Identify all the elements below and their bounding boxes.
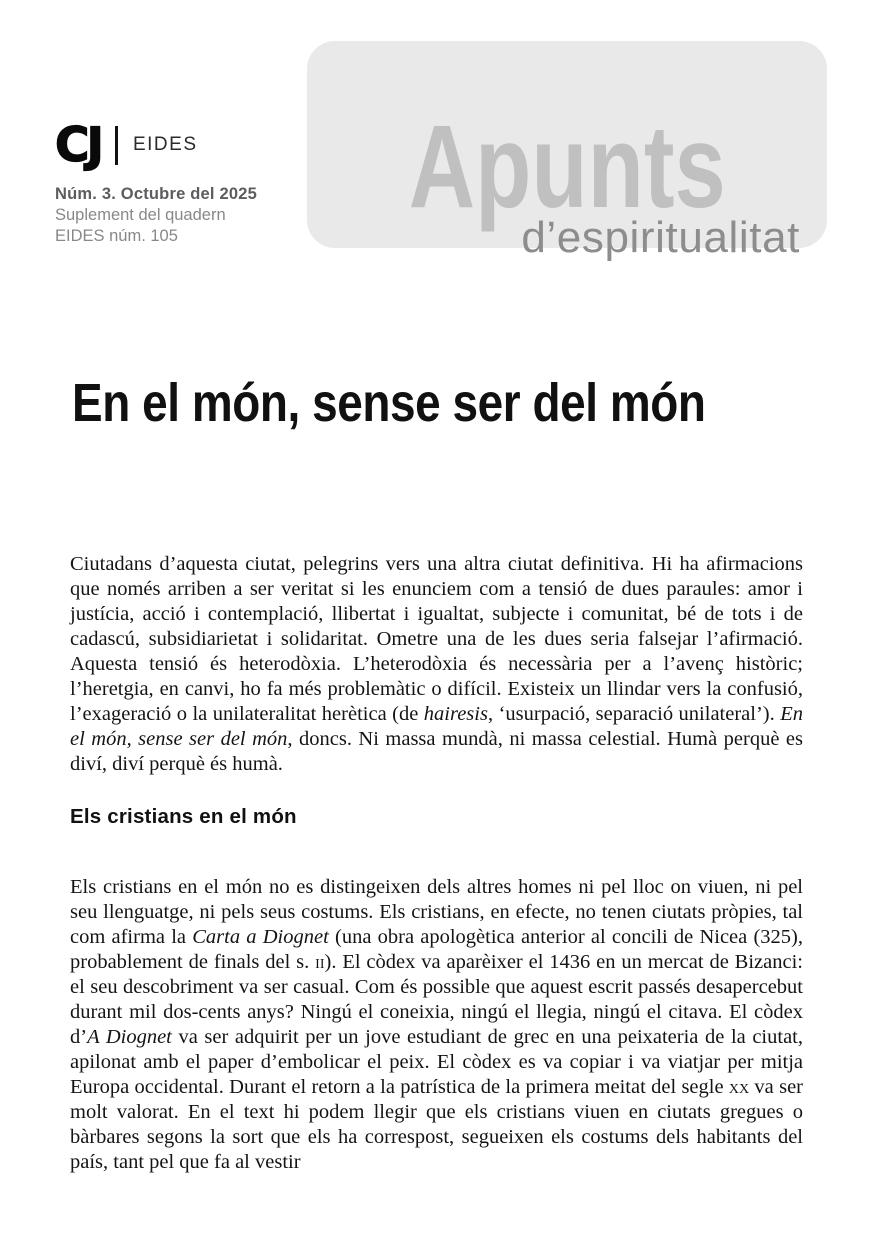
masthead-box: [307, 41, 827, 262]
section-paragraph: Els cristians en el món no es distingeixen dels altres homes ni pel lloc on viuen, ni pel seu llenguatge, ni pels seus costums. Els cristians, en efecte, no tenen ciutats pròpies, tal com afirma la Carta a Diognet (una obra apologètica anterior al concili de Nicea (325), probablement de finals del s. ii). El còdex va aparèixer el 1436 en un mercat de Bizanci: el seu descobriment va ser casual. Com és possible que aquest escrit passés desapercebut durant mil dos-cents anys? Ningú el coneixia, ningú el llegia, ningú el citava. El còdex d’A Diognet va ser adquirit per un jove estudiant de grec en una peixateria de la ciutat, apilonat amb el paper d’embolicar el peix. El còdex es va copiar i va viatjar per mitja Europa occidental. Durant el retorn a la patrística de la primera meitat del segle xx va ser molt valorat. En el text hi podem llegir que els cristians viuen en ciutats gregues o bàrbares segons la sort que els ha correspost, segueixen els costums dels habitants del país, tant pel que fa al vestir: [70, 875, 803, 1173]
masthead-subtitle: d’espiritualitat: [521, 213, 800, 262]
article-title-text: En el món, sense ser del món: [72, 373, 706, 433]
issue-supplement-line: Suplement del quadern: [55, 206, 226, 224]
issue-number-line: Núm. 3. Octubre del 2025: [55, 185, 257, 203]
cj-logo: CJ: [55, 117, 101, 173]
issue-block: [55, 184, 257, 247]
org-name: EIDES: [132, 134, 198, 155]
article-title: [72, 373, 817, 433]
brand-separator: [115, 126, 118, 165]
masthead-title-text: Apunts: [408, 101, 726, 233]
issue-quadern-line: EIDES núm. 105: [55, 227, 178, 245]
masthead-title: [307, 101, 827, 233]
section-heading: Els cristians en el món: [70, 805, 297, 828]
intro-paragraph: Ciutadans d’aquesta ciutat, pelegrins vers una altra ciutat definitiva. Hi ha afirmacions que només arriben a ser veritat si les enunciem com a tensió de dues paraules: amor i justícia, acció i contemplació, llibertat i igualtat, subjecte i comunitat, bé de tots i de cadascú, subsidiarietat i solidaritat. Ometre una de les dues seria falsejar l’afirmació. Aquesta tensió és heterodòxia. L’heterodòxia és necessària per a l’avenç històric; l’heretgia, en canvi, ho fa més problemàtic o difícil. Existeix un llindar vers la confusió, l’exageració o la unilateralitat herètica (de hairesis, ‘usurpació, separació unilateral’). En el món, sense ser del món, doncs. Ni massa mundà, ni massa celestial. Humà perquè es diví, diví perquè és humà.: [70, 552, 804, 775]
brand-block: [55, 117, 198, 173]
